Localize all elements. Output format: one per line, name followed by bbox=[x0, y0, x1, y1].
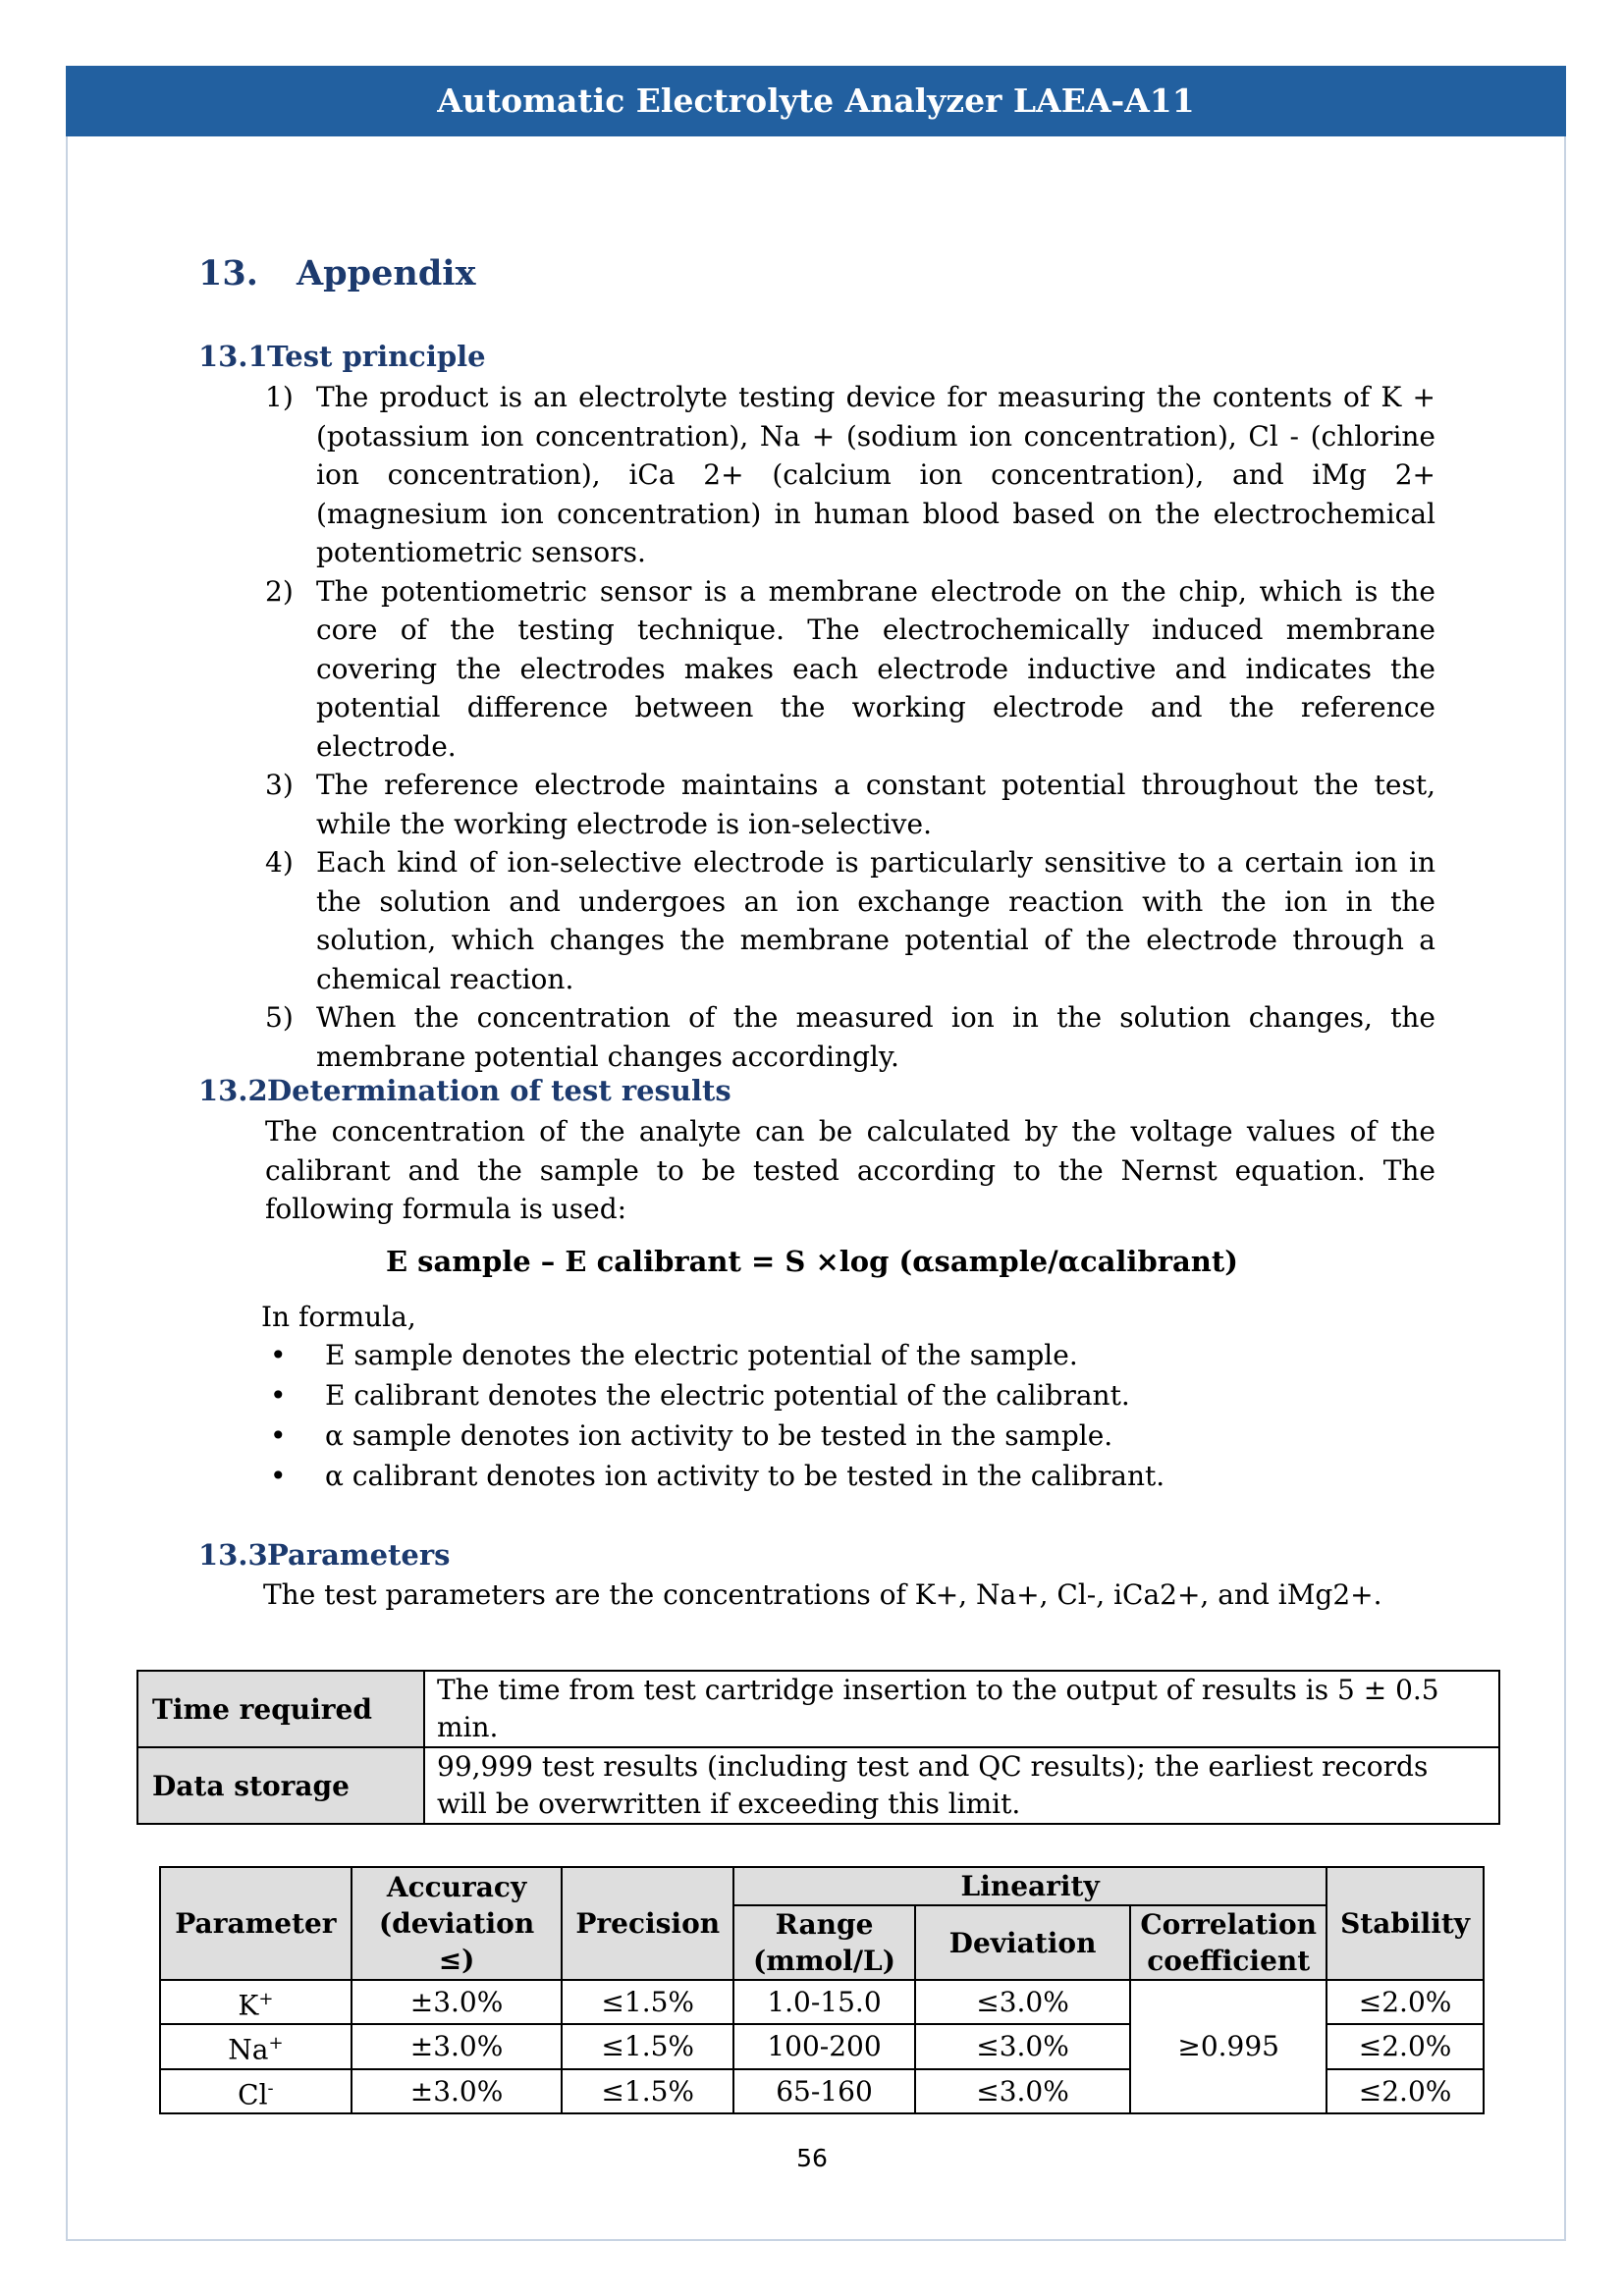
subsection-heading-13-2 bbox=[198, 1074, 731, 1107]
document-header: Automatic Electrolyte Analyzer LAEA-A11 bbox=[66, 66, 1566, 136]
table-row bbox=[160, 1980, 1484, 2024]
subsection-number: 13.2 bbox=[198, 1074, 268, 1107]
cell-parameter: K+ bbox=[160, 1980, 352, 2024]
cell-stability: ≤2.0% bbox=[1326, 2069, 1484, 2113]
list-item bbox=[265, 378, 1435, 572]
header-accuracy: Accuracy (deviation ≤) bbox=[352, 1867, 563, 1980]
table-label-cell: Time required bbox=[137, 1671, 424, 1747]
section-heading bbox=[198, 253, 475, 294]
formula-bullet-list bbox=[270, 1335, 1164, 1496]
cell-accuracy: ±3.0% bbox=[352, 1980, 563, 2024]
in-formula-label: In formula, bbox=[261, 1301, 416, 1333]
section-title: Appendix bbox=[297, 253, 476, 294]
list-text: The potentiometric sensor is a membrane electrode on the chip, which is the core of the testing technique. The electrochemically induced membrane covering the electrodes makes each electrode inductive and indicates the potential difference between the working electrode and the reference electrode. bbox=[316, 574, 1435, 763]
list-text: The product is an electrolyte testing device for measuring the contents of K + (potassium ion concentration), Na + (sodium ion concentration), Cl - (chlorine ion concentration), iCa 2+ (calcium ion concentration), and iMg 2+ (magnesium ion concentration) in human blood based on the electrochemical potentiometric sensors. bbox=[316, 381, 1435, 568]
results-intro: The concentration of the analyte can be calculated by the voltage values of the calibrant and the sample to be tested according to the Nernst equation. The following formula is used: bbox=[265, 1115, 1435, 1225]
general-spec-table bbox=[136, 1670, 1500, 1825]
cell-stability: ≤2.0% bbox=[1326, 2024, 1484, 2068]
list-number: 2) bbox=[265, 574, 294, 608]
bullet-text: α sample denotes ion activity to be tested in the sample. bbox=[325, 1419, 1113, 1452]
subsection-number: 13.3 bbox=[198, 1538, 268, 1572]
header-correlation: Correlation coefficient bbox=[1130, 1905, 1326, 1980]
nernst-formula: E sample – E calibrant = S ×log (αsample/αcalibrant) bbox=[385, 1245, 1239, 1278]
bullet-icon: • bbox=[270, 1460, 287, 1492]
bullet-icon: • bbox=[270, 1419, 287, 1452]
list-number: 4) bbox=[265, 846, 294, 879]
subsection-title: Test principle bbox=[267, 340, 486, 373]
cell-range: 1.0-15.0 bbox=[733, 1980, 915, 2024]
list-number: 5) bbox=[265, 1001, 294, 1034]
cell-deviation: ≤3.0% bbox=[915, 2069, 1130, 2113]
header-parameter: Parameter bbox=[160, 1867, 352, 1980]
list-number: 3) bbox=[265, 769, 294, 801]
list-item bbox=[265, 998, 1435, 1076]
cell-parameter: Cl- bbox=[160, 2069, 352, 2113]
table-row bbox=[137, 1671, 1499, 1747]
subsection-title: Parameters bbox=[267, 1538, 451, 1572]
table-row bbox=[137, 1747, 1499, 1824]
bullet-icon: • bbox=[270, 1339, 287, 1371]
cell-correlation: ≥0.995 bbox=[1130, 1980, 1326, 2113]
table-value-cell: The time from test cartridge insertion to the output of results is 5 ± 0.5 min. bbox=[424, 1671, 1499, 1747]
cell-precision: ≤1.5% bbox=[562, 2024, 733, 2068]
parameter-spec-table bbox=[159, 1866, 1485, 2114]
table-value-cell: 99,999 test results (including test and QC results); the earliest records will be overwritten if exceeding this limit. bbox=[424, 1747, 1499, 1824]
page-number: 56 bbox=[796, 2144, 828, 2172]
cell-deviation: ≤3.0% bbox=[915, 1980, 1130, 2024]
list-number: 1) bbox=[265, 381, 294, 413]
list-item bbox=[265, 766, 1435, 843]
list-item bbox=[265, 572, 1435, 767]
table-header-row bbox=[160, 1867, 1484, 1905]
header-stability: Stability bbox=[1326, 1867, 1484, 1980]
list-item bbox=[265, 843, 1435, 998]
bullet-text: α calibrant denotes ion activity to be tested in the calibrant. bbox=[325, 1460, 1165, 1492]
bullet-icon: • bbox=[270, 1379, 287, 1412]
list-text: When the concentration of the measured ion in the solution changes, the membrane potential changes accordingly. bbox=[316, 1001, 1435, 1073]
subsection-heading-13-3 bbox=[198, 1538, 450, 1572]
subsection-title: Determination of test results bbox=[267, 1074, 731, 1107]
cell-precision: ≤1.5% bbox=[562, 2069, 733, 2113]
cell-range: 100-200 bbox=[733, 2024, 915, 2068]
bullet-item bbox=[270, 1456, 1164, 1496]
section-number: 13. bbox=[198, 253, 258, 294]
subsection-number: 13.1 bbox=[198, 340, 268, 373]
cell-accuracy: ±3.0% bbox=[352, 2069, 563, 2113]
bullet-text: E calibrant denotes the electric potential of the calibrant. bbox=[325, 1379, 1130, 1412]
list-text: Each kind of ion-selective electrode is particularly sensitive to a certain ion in the solution and undergoes an ion exchange reaction with the ion in the solution, which changes the membrane potential of the electrode through a chemical reaction. bbox=[316, 846, 1435, 995]
table-label-cell: Data storage bbox=[137, 1747, 424, 1824]
test-principle-list bbox=[265, 378, 1435, 1076]
header-deviation: Deviation bbox=[915, 1905, 1130, 1980]
cell-stability: ≤2.0% bbox=[1326, 1980, 1484, 2024]
bullet-item bbox=[270, 1335, 1164, 1375]
parameters-intro: The test parameters are the concentrations of K+, Na+, Cl-, iCa2+, and iMg2+. bbox=[263, 1578, 1382, 1611]
bullet-item bbox=[270, 1375, 1164, 1415]
cell-accuracy: ±3.0% bbox=[352, 2024, 563, 2068]
list-text: The reference electrode maintains a constant potential throughout the test, while the working electrode is ion-selective. bbox=[316, 769, 1435, 840]
cell-range: 65-160 bbox=[733, 2069, 915, 2113]
bullet-text: E sample denotes the electric potential of the sample. bbox=[325, 1339, 1078, 1371]
cell-parameter: Na+ bbox=[160, 2024, 352, 2068]
header-precision: Precision bbox=[562, 1867, 733, 1980]
header-range: Range (mmol/L) bbox=[733, 1905, 915, 1980]
bullet-item bbox=[270, 1415, 1164, 1456]
cell-deviation: ≤3.0% bbox=[915, 2024, 1130, 2068]
subsection-heading-13-1 bbox=[198, 340, 486, 373]
cell-precision: ≤1.5% bbox=[562, 1980, 733, 2024]
header-linearity: Linearity bbox=[733, 1867, 1326, 1905]
